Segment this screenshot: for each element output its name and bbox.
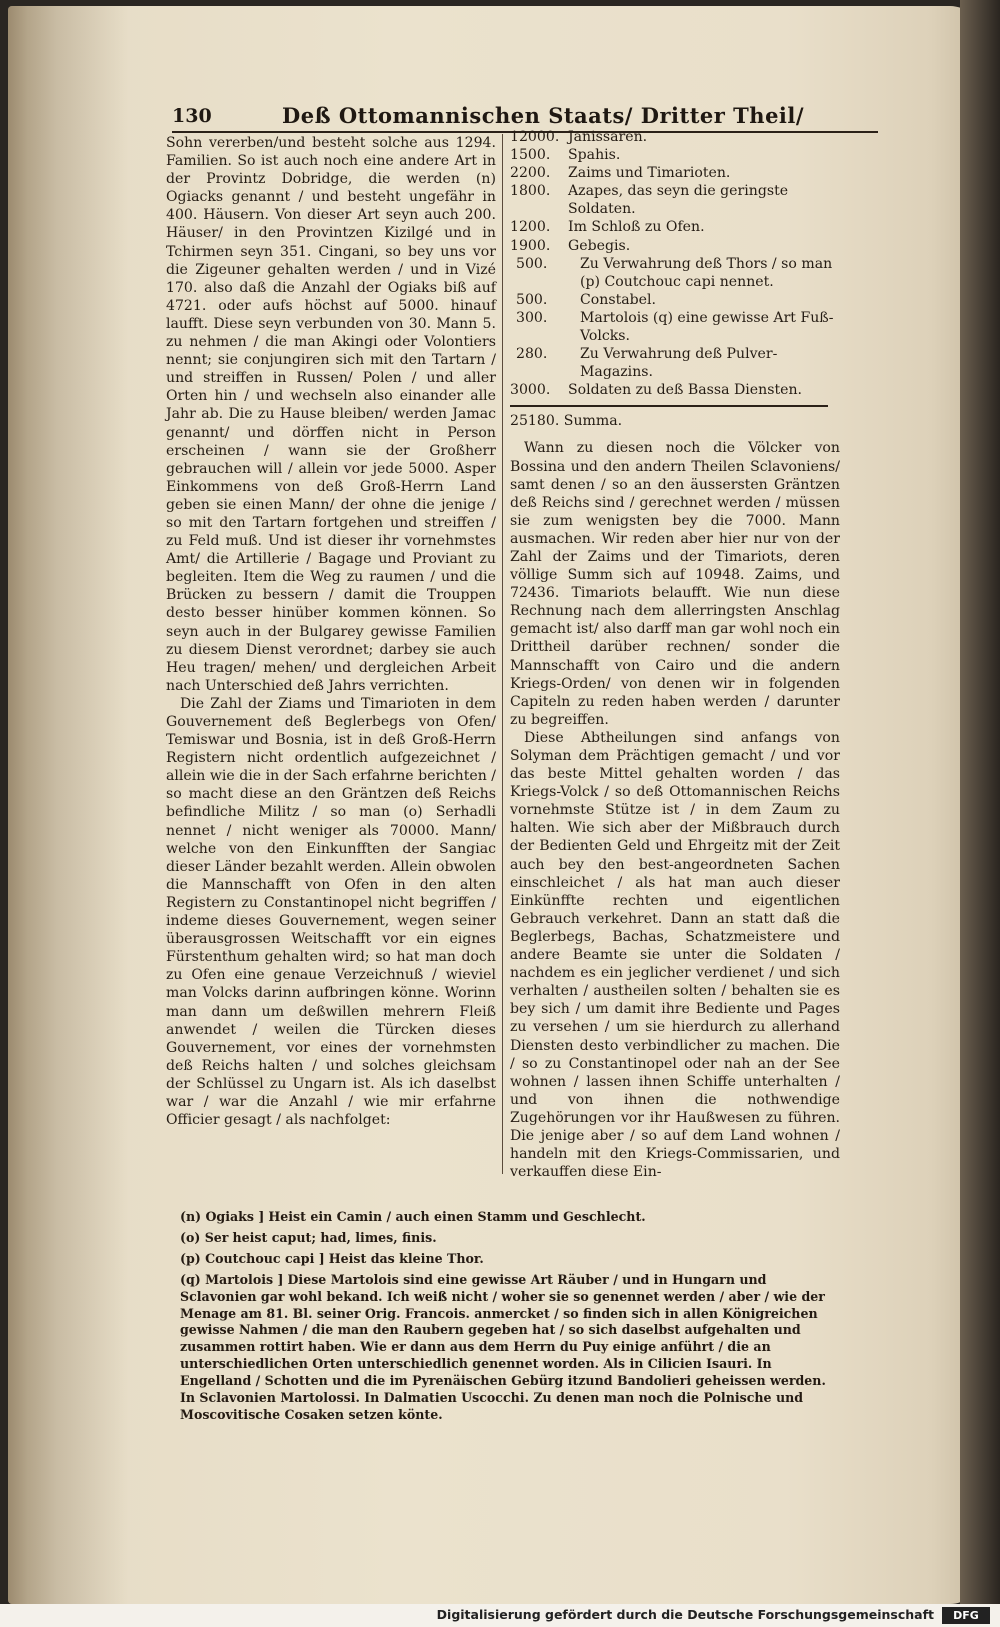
table-sum-rule [510, 405, 828, 407]
troop-count: 1800. [510, 183, 551, 200]
footnote-p [180, 1251, 840, 1268]
digitization-footer [0, 1604, 1000, 1627]
troop-count: 1500. [510, 147, 551, 164]
column-divider [502, 134, 503, 1174]
troop-description: Constabel. [580, 291, 656, 308]
footnote-text: Diese Martolois sind eine gewisse Art Räuber / und in Hungarn und Sclavonien gar wohl bekand. Ich weiß nicht / woher sie so genennet werden / aber / wie der Menage am 81. Bl. seiner Orig. Francois. anmercket / so finden sich in allen Königreichen gewisse Nahmen / die man den Raubern gegeben hat / so sich daselbst aufgehalten und zusammen rottirt haben. Wie er dann aus dem Herrn du Puy einige anführt / die an unterschiedlichen Orten unterschiedlich genennet worden. Als in Cilicien Isauri. In Engelland / Schotten und die im Pyrenäischen Gebürg itzund Bandolieri geheissen werden. In Sclavonien Martolossi. In Dalmatien Uscocchi. Zu denen man noch die Polnische und Moscovitische Cosaken setzen könte. [180, 1271, 826, 1422]
troop-count: 1200. [510, 219, 551, 236]
table-total: 25180. Summa. [510, 413, 623, 430]
troop-count: 1900. [510, 237, 551, 254]
right-paragraph: Diese Abtheilungen sind anfangs von Solyman dem Prächtigen gemacht / und vor das beste Mittel gehalten worden / das Kriegs-Volck / so deß Ottomannischen Reichs vornehmste Stütze ist / in dem Zaum zu halten. Wie sich aber der Mißbrauch durch der Bedienten Geld und Ehrgeitz mit der Zeit auch bey den best-angeordneten Sachen einschleichet / als hat man auch dieser Einkünffte rechten und eigentlichen Gebrauch verkehret. Dann an statt daß die Beglerbegs, Bachas, Schatzmeistere und andere Beamte sie unter die Soldaten / nachdem es ein jeglicher verdienet / und sich verhalten / austheilen solten / behalten sie es bey sich / um damit ihre Bediente und Pages zu versehen / um sie hierdurch zu allerhand Diensten desto verbindlicher zu machen. Die / so zu Constantinopel oder nah an der See wohnen / lassen ihnen Schiffe unterhalten / und von ihnen die nothwendige Zugehörungen vor ihr Haußwesen zu führen. Die jenige aber / so auf dem Land wohnen / handeln mit den Kriegs-Commissarien, und verkauffen diese Ein- [510, 729, 840, 1181]
troop-count: 500. [516, 291, 548, 308]
troop-row [510, 255, 840, 291]
troop-count: 12000. [510, 129, 560, 145]
footnote-text: Heist ein Camin / auch einen Stamm und Geschlecht. [268, 1209, 646, 1224]
footnote-mark: (n) Ogiaks ] [180, 1209, 265, 1224]
page-number: 130 [172, 105, 212, 127]
troop-description: Spahis. [568, 147, 621, 164]
footnote-mark: (p) Coutchouc capi ] [180, 1250, 325, 1266]
troop-row [510, 237, 840, 255]
dfg-logo: DFG [942, 1607, 990, 1624]
footnote-text: heist caput; had, limes, finis. [232, 1229, 437, 1245]
footnote-text: Heist das kleine Thor. [328, 1250, 484, 1266]
troop-row [510, 146, 840, 164]
troop-description: Martolois (q) eine gewisse Art Fuß-Volcks. [580, 309, 834, 345]
troop-row [510, 291, 840, 309]
left-column [166, 134, 496, 1129]
footnotes [180, 1209, 840, 1428]
footnote-q [180, 1272, 840, 1424]
left-paragraph: Sohn vererben/und besteht solche aus 1294. Familien. So ist auch noch eine andere Art in der Provintz Dobridge, die werden (n) Ogiacks genannt / und besteht ungefähr in 400. Häusern. Von dieser Art seyn auch 200. Häuser/ in den Provintzen Kizilgé und in Tchirmen seyn 351. Cingani, so bey uns vor die Zigeuner gehalten werden / und in Vizé 170. also daß die Anzahl der Ogiaks biß auf 4721. oder aufs höchst auf 5000. hinauf laufft. Diese seyn verbunden von 30. Mann 5. zu nehmen / die man Akingi oder Volontiers nennt; sie conjungiren sich mit den Tartarn / und streiffen in Russen/ Polen / und aller Orten hin / und wechseln also einander alle Jahr ab. Die zu Hause bleiben/ werden Jamac genannt/ und dörffen nicht in Person erscheinen / wann sie der Großherr gebrauchen will / allein vor jede 5000. Asper Einkommens von deß Groß-Herrn Land geben sie einen Mann/ der ohne die jenige / so mit den Tartarn fortgehen und streiffen / zu Feld muß. Und ist dieser ihr vornehmstes Amt/ die Artillerie / Bagage und Proviant zu begleiten. Item die Weg zu raumen / und die Brücken zu bessern / damit die Trouppen desto besser hinüber kommen können. So seyn auch in der Bulgarey gewisse Familien zu diesem Dienst verordnet; darbey sie auch Heu tragen/ mehen/ und dergleichen Arbeit nach Unterschied deß Jahrs verrichten. [166, 135, 496, 694]
troop-row [510, 164, 840, 182]
troop-row [510, 218, 840, 236]
troop-description: Im Schloß zu Ofen. [568, 219, 705, 236]
right-paragraph: Wann zu diesen noch die Völcker von Bossina und den andern Theilen Sclavoniens/ samt denen / so an den äussersten Gräntzen deß Reichs sind / gerechnet werden / müssen sie zum wenigsten bey die 7000. Mann ausmachen. Wir reden aber hier nur von der Zahl der Zaims und der Timariots, deren völlige Summ sich auf 10948. Zaims, und 72436. Timariots belaufft. Wie nun diese Rechnung nach dem allerringsten Anschlag gemacht ist/ also darff man gar wohl noch ein Drittheil darüber rechnen/ sonder die Mannschafft von Cairo und die andern Kriegs-Orden/ von denen wir in folgenden Capiteln zu reden haben werden / darunter zu begreiffen. [510, 440, 840, 728]
troop-description: Azapes, das seyn die geringste Soldaten. [568, 183, 789, 218]
troop-row [510, 345, 840, 381]
troop-description: Soldaten zu deß Bassa Diensten. [568, 382, 802, 399]
troop-count: 500. [516, 255, 548, 272]
left-paragraph: Die Zahl der Ziams und Timarioten in dem Gouvernement deß Beglerbegs von Ofen/ Temiswar und Bosnia, ist in deß Groß-Herrn Registern nicht ordentlich aufgezeichnet / allein wie die in der Sach erfahrne berichten / so macht diese an den Gräntzen deß Reichs befindliche Militz / so man (o) Serhadli nennet / nicht weniger als 70000. Mann/ welche von den Einkunfften der Sangiac dieser Länder bezahlt werden. Allein obwolen die Mannschafft von Ofen in den alten Registern zu Constantinopel nicht begriffen / indeme dieses Gouvernement, wegen seiner überausgrossen Weitschafft vor ein eignes Fürstenthum gehalten wird; so hat man doch zu Ofen eine genaue Verzeichnuß / wieviel man Volcks darinn aufbringen könne. Worinn man dann um deßwillen mehrern Fleiß anwendet / weilen die Türcken dieses Gouvernement, vor eines der vornehmsten deß Reichs halten / und solches gleichsam der Schlüssel zu Ungarn ist. Als ich daselbst war / war die Anzahl / wie mir erfahrne Officier gesagt / als nachfolget: [166, 695, 497, 1129]
troop-row [510, 381, 840, 399]
footnote-mark: (o) Ser [180, 1229, 229, 1245]
troop-count: 300. [516, 309, 548, 326]
footnote-mark: (q) Martolois ] [180, 1271, 284, 1287]
troop-table [510, 128, 840, 399]
footnote-n [180, 1209, 840, 1226]
running-title: Deß Ottomannischen Staats/ Dritter Theil/ [282, 103, 805, 128]
book-gutter [960, 0, 1000, 1627]
troop-row [510, 182, 840, 218]
troop-description: Zu Verwahrung deß Pulver-Magazins. [580, 346, 778, 381]
troop-count: 3000. [510, 382, 551, 399]
footnote-o [180, 1230, 840, 1247]
troop-description: Janissaren. [568, 129, 648, 145]
right-column [510, 128, 840, 1181]
troop-count: 2200. [510, 165, 551, 182]
troop-row [510, 128, 840, 146]
troop-description: Gebegis. [568, 237, 631, 254]
troop-description: Zaims und Timarioten. [568, 165, 731, 182]
funding-credit: Digitalisierung gefördert durch die Deutsche Forschungsgemeinschaft [436, 1607, 934, 1622]
troop-count: 280. [516, 346, 548, 363]
troop-description: Zu Verwahrung deß Thors / so man (p) Coutchouc capi nennet. [580, 255, 833, 290]
troop-row [510, 309, 840, 345]
page-shadow [8, 6, 128, 1604]
